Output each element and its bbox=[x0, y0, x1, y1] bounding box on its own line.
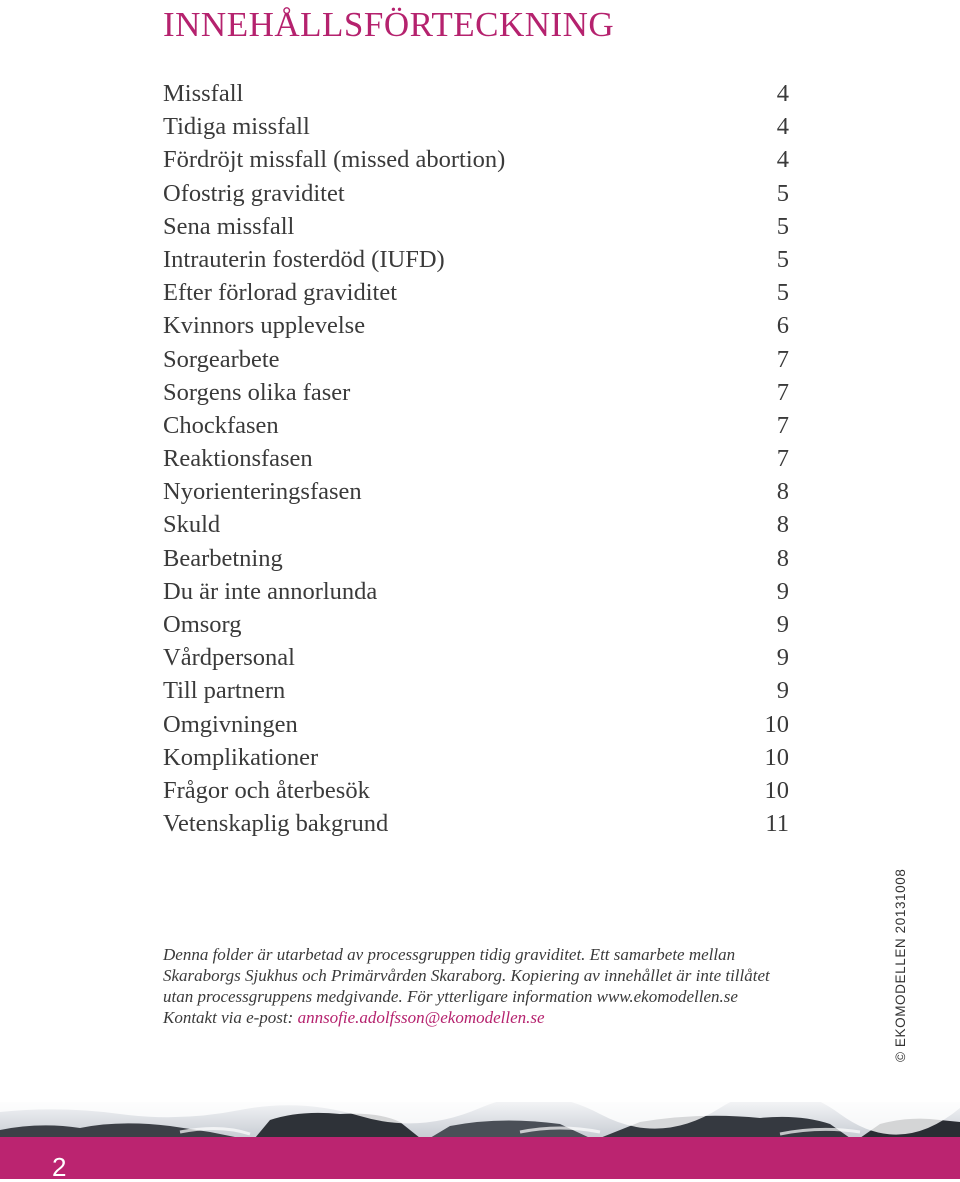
publisher-note bbox=[163, 944, 803, 1028]
toc-page-number: 5 bbox=[776, 279, 789, 307]
toc-label: Fördröjt missfall (missed abortion) bbox=[163, 146, 506, 174]
toc-label: Tidiga missfall bbox=[163, 113, 310, 141]
note-line: Skaraborgs Sjukhus och Primärvården Skaraborg. Kopiering av innehållet är inte tillåtet bbox=[163, 966, 770, 985]
toc-label: Omsorg bbox=[163, 611, 242, 638]
toc-label: Bearbetning bbox=[163, 544, 283, 572]
table-of-contents bbox=[163, 80, 789, 843]
note-line: Denna folder är utarbetad av processgruppen tidig graviditet. Ett samarbete mellan bbox=[163, 945, 736, 964]
toc-entry bbox=[163, 644, 789, 677]
toc-label: Chockfasen bbox=[163, 411, 279, 439]
page-number: 2 bbox=[52, 1152, 67, 1182]
toc-page-number: 5 bbox=[776, 245, 789, 273]
toc-entry bbox=[163, 578, 789, 611]
toc-entry bbox=[163, 113, 789, 146]
toc-entry bbox=[163, 744, 789, 777]
toc-label: Missfall bbox=[163, 80, 244, 107]
toc-page-number: 9 bbox=[776, 577, 789, 605]
footer-bar bbox=[0, 1137, 960, 1179]
toc-entry bbox=[163, 80, 789, 113]
toc-label: Frågor och återbesök bbox=[163, 776, 370, 804]
toc-page-number: 7 bbox=[776, 345, 789, 373]
toc-label: Efter förlorad graviditet bbox=[163, 279, 398, 307]
toc-label: Ofostrig graviditet bbox=[163, 179, 345, 207]
toc-entry bbox=[163, 545, 789, 578]
toc-page-number: 7 bbox=[776, 445, 789, 473]
toc-entry bbox=[163, 412, 789, 445]
toc-page-number: 7 bbox=[776, 378, 789, 406]
toc-page-number: 8 bbox=[776, 478, 789, 506]
sea-rocks-photo bbox=[0, 1102, 960, 1138]
toc-entry bbox=[163, 279, 789, 312]
note-line: utan processgruppens medgivande. För ytterligare information www.ekomodellen.se bbox=[163, 987, 738, 1006]
toc-label: Intrauterin fosterdöd (IUFD) bbox=[163, 245, 445, 273]
toc-page-number: 11 bbox=[765, 810, 789, 838]
toc-page-number: 8 bbox=[776, 544, 789, 572]
toc-entry bbox=[163, 677, 789, 710]
toc-label: Reaktionsfasen bbox=[163, 445, 313, 473]
toc-entry bbox=[163, 180, 789, 213]
toc-page-number: 4 bbox=[776, 80, 789, 107]
toc-page-number: 10 bbox=[764, 776, 789, 804]
toc-entry bbox=[163, 611, 789, 644]
toc-label: Kvinnors upplevelse bbox=[163, 312, 366, 340]
toc-label: Sena missfall bbox=[163, 212, 295, 240]
page-title: INNEHÅLLSFÖRTECKNING bbox=[163, 5, 615, 44]
toc-entry bbox=[163, 346, 789, 379]
copyright-notice: © EKOMODELLEN 20131008 bbox=[893, 868, 908, 1062]
toc-label: Omgivningen bbox=[163, 710, 298, 738]
toc-page-number: 6 bbox=[776, 312, 789, 340]
toc-entry bbox=[163, 810, 789, 843]
toc-page-number: 10 bbox=[764, 743, 789, 771]
toc-page-number: 4 bbox=[776, 113, 789, 141]
toc-entry bbox=[163, 711, 789, 744]
toc-label: Till partnern bbox=[163, 677, 286, 705]
toc-entry bbox=[163, 445, 789, 478]
toc-label: Sorgens olika faser bbox=[163, 378, 351, 406]
toc-page-number: 5 bbox=[776, 179, 789, 207]
toc-page-number: 7 bbox=[776, 411, 789, 439]
toc-page-number: 8 bbox=[776, 511, 789, 539]
toc-entry bbox=[163, 246, 789, 279]
toc-page-number: 4 bbox=[776, 146, 789, 174]
toc-page-number: 10 bbox=[764, 710, 789, 738]
toc-label: Nyorienteringsfasen bbox=[163, 478, 362, 506]
toc-entry bbox=[163, 777, 789, 810]
toc-label: Komplikationer bbox=[163, 743, 319, 771]
toc-page-number: 9 bbox=[776, 677, 789, 705]
toc-page-number: 9 bbox=[776, 644, 789, 672]
toc-entry bbox=[163, 146, 789, 179]
toc-label: Skuld bbox=[163, 511, 221, 539]
toc-label: Vetenskaplig bakgrund bbox=[163, 810, 389, 838]
toc-label: Sorgearbete bbox=[163, 345, 280, 373]
contact-prefix: Kontakt via e-post: bbox=[163, 1008, 298, 1027]
toc-entry bbox=[163, 379, 789, 412]
toc-label: Vårdpersonal bbox=[163, 644, 295, 672]
toc-page-number: 5 bbox=[776, 212, 789, 240]
toc-page-number: 9 bbox=[776, 611, 789, 638]
toc-entry bbox=[163, 478, 789, 511]
contact-email-link[interactable]: annsofie.adolfsson@ekomodellen.se bbox=[297, 1008, 545, 1027]
toc-entry bbox=[163, 511, 789, 544]
contact-line bbox=[163, 1007, 803, 1028]
toc-entry bbox=[163, 312, 789, 345]
toc-entry bbox=[163, 213, 789, 246]
toc-label: Du är inte annorlunda bbox=[163, 577, 378, 605]
